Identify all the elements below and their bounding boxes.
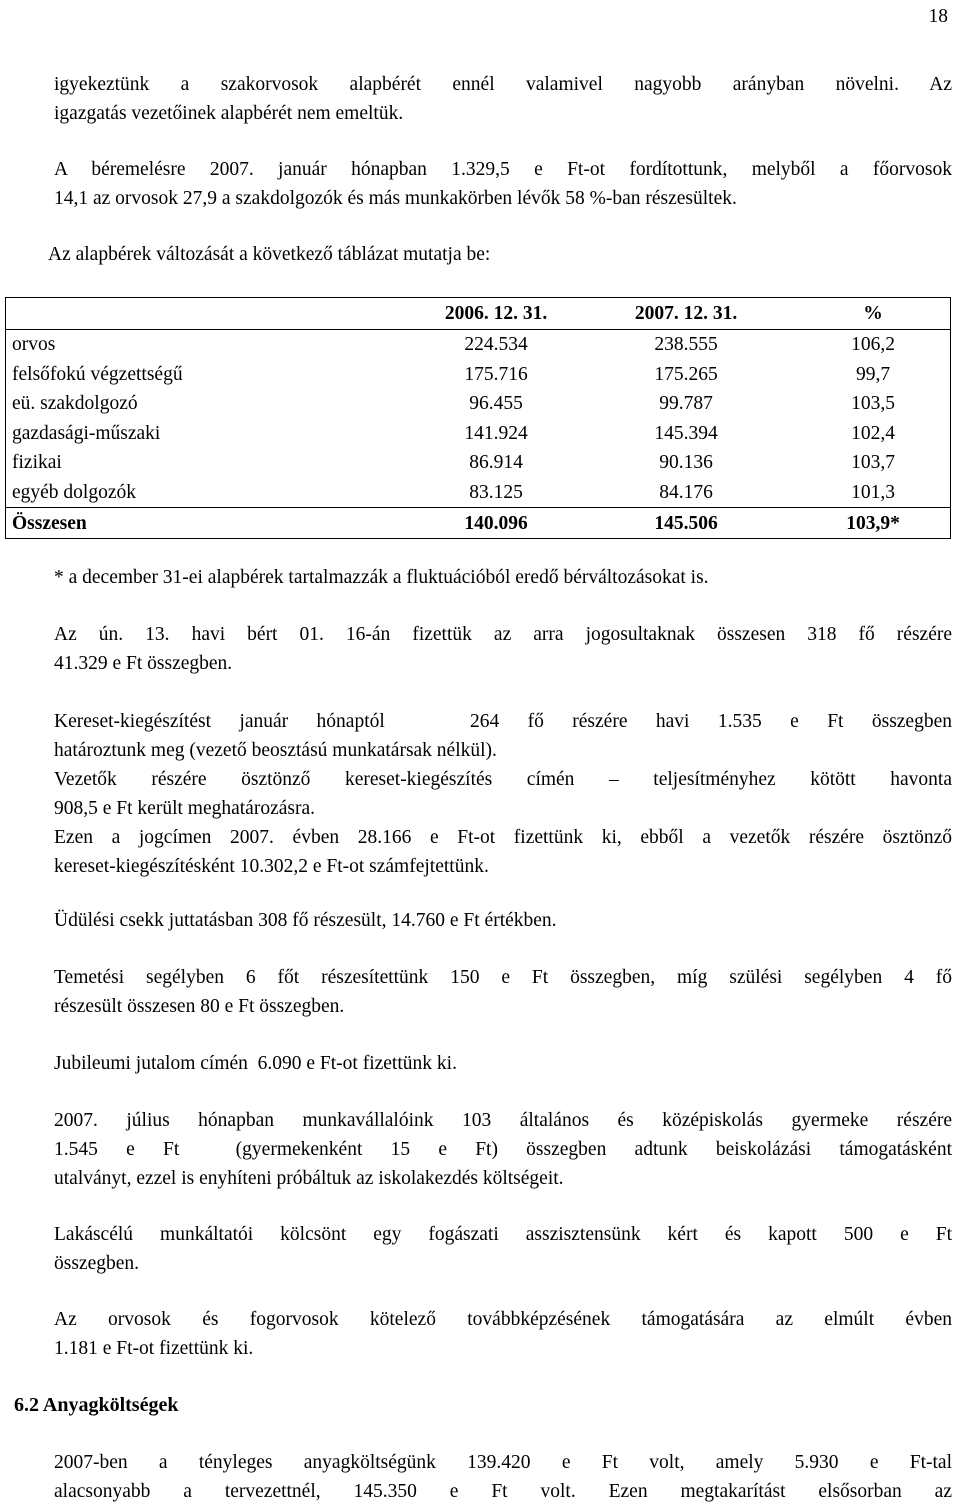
table-row [6, 448, 951, 478]
text-line: Vezetők részére ösztönző kereset-kiegészítés címén – teljesítményhez kötött havonta [54, 769, 952, 790]
cell-percent: 103,5 [796, 389, 951, 419]
row-label: egyéb dolgozók [6, 478, 417, 508]
cell-2006: 83.125 [469, 481, 523, 503]
table-footnote: * a december 31-ei alapbérek tartalmazzák a fluktuációból eredő bérváltozásokat is. [54, 567, 709, 588]
table-row [6, 389, 951, 419]
cell-2007: 145.394 [654, 422, 718, 444]
text-line: 1.545 e Ft (gyermekenként 15 e Ft) összegben adtunk beiskolázási támogatásként [54, 1139, 952, 1160]
header-cell: % [796, 298, 951, 330]
total-2007: 145.506 [576, 508, 796, 539]
row-label: felsőfokú végzettségű [6, 360, 417, 390]
text-line: határoztunk meg (vezető beosztású munkatársak nélkül). [54, 740, 497, 761]
page-number: 18 [928, 6, 948, 27]
aid-paragraph [54, 963, 952, 1021]
section-heading: 6.2 Anyagköltségek [14, 1394, 179, 1416]
cell-percent: 103,7 [796, 448, 951, 478]
header-cell [6, 298, 417, 330]
text-line: A béremelésre 2007. január hónapban 1.329,5 e Ft-ot fordítottunk, melyből a főorvosok [54, 159, 952, 180]
cell-2007: 238.555 [576, 330, 796, 360]
text-line: 1.181 e Ft-ot fizettünk ki. [54, 1338, 254, 1359]
cell-2006: 224.534 [416, 330, 576, 360]
text-line: igazgatás vezetőinek alapbérét nem emeltük. [54, 103, 404, 124]
text-line: 41.329 e Ft összegben. [54, 653, 233, 674]
text-line: összegben. [54, 1253, 140, 1274]
cell-2007: 84.176 [659, 481, 713, 503]
table-intro: Az alapbérek változását a következő táblázat mutatja be: [48, 244, 491, 265]
cell-2007: 90.136 [659, 452, 713, 474]
total-percent: 103,9* [796, 508, 951, 539]
text-line: Ezen a jogcímen 2007. évben 28.166 e Ft-ot fizettünk ki, ebből a vezetők részére ösztönző [54, 827, 952, 848]
loan-paragraph [54, 1220, 952, 1278]
cell-2007: 175.265 [654, 363, 718, 385]
jubilee-paragraph: Jubileumi jutalom címén 6.090 e Ft-ot fizettünk ki. [54, 1053, 457, 1074]
text-line: kereset-kiegészítésként 10.302,2 e Ft-ot számfejtettünk. [54, 856, 489, 877]
cell-percent: 102,4 [796, 419, 951, 449]
training-paragraph [54, 1305, 952, 1363]
row-label: gazdasági-műszaki [6, 419, 417, 449]
cell-percent: 101,3 [796, 478, 951, 508]
text-line: 908,5 e Ft került meghatározásra. [54, 798, 315, 819]
header-cell: 2007. 12. 31. [576, 298, 796, 330]
cell-2006: 175.716 [464, 363, 528, 385]
row-label: eü. szakdolgozó [6, 389, 417, 419]
total-label: Összesen [6, 508, 417, 539]
row-label: fizikai [6, 448, 417, 478]
table-row [6, 419, 951, 449]
table-row [6, 360, 951, 390]
text-line: Temetési segélyben 6 főt részesítettünk 150 e Ft összegben, míg szülési segélyben 4 fő [54, 967, 952, 988]
supplement-paragraph [54, 707, 952, 881]
text-line: Kereset-kiegészítést január hónaptól 264 fő részére havi 1.535 e Ft összegben [54, 711, 952, 732]
cell-2006: 96.455 [469, 393, 523, 415]
cell-2006: 86.914 [469, 452, 523, 474]
text-line: Lakáscélú munkáltatói kölcsönt egy fogászati asszisztensünk kért és kapott 500 e Ft [54, 1224, 952, 1245]
cell-percent: 106,2 [796, 330, 951, 360]
text-line: 14,1 az orvosok 27,9 a szakdolgozók és más munkakörben lévők 58 %-ban részesültek. [54, 188, 737, 209]
table-row [6, 330, 951, 360]
text-line: 2007-ben a tényleges anyagköltségünk 139.420 e Ft volt, amely 5.930 e Ft-tal [54, 1452, 952, 1473]
intro-paragraph [54, 70, 952, 128]
text-line: alacsonyabb a tervezettnél, 145.350 e Ft volt. Ezen megtakarítást elsősorban az [54, 1481, 952, 1502]
cell-2006: 141.924 [464, 422, 528, 444]
text-line: Az orvosok és fogorvosok kötelező továbbképzésének támogatására az elmúlt évben [54, 1309, 952, 1330]
text-line: utalványt, ezzel is enyhíteni próbáltuk az iskolakezdés költségeit. [54, 1168, 564, 1189]
cell-2007: 99.787 [659, 393, 713, 415]
raise-paragraph [54, 155, 952, 213]
text-line: Az ún. 13. havi bért 01. 16-án fizettük az arra jogosultaknak összesen 318 fő részére [54, 624, 952, 645]
text-line: részesült összesen 80 e Ft összegben. [54, 996, 345, 1017]
bonus-13-paragraph [54, 620, 952, 678]
salary-table [5, 297, 951, 539]
table-header-row [6, 298, 951, 330]
row-label: orvos [6, 330, 417, 360]
header-cell: 2006. 12. 31. [416, 298, 576, 330]
text-line: 2007. július hónapban munkavállalóink 103 általános és középiskolás gyermeke részére [54, 1110, 952, 1131]
school-support-paragraph [54, 1106, 952, 1193]
cell-percent: 99,7 [796, 360, 951, 390]
material-cost-paragraph [54, 1448, 952, 1506]
table-total-row [6, 508, 951, 539]
text-line: igyekeztünk a szakorvosok alapbérét ennél valamivel nagyobb arányban növelni. Az [54, 74, 952, 95]
table-row [6, 478, 951, 508]
holiday-paragraph: Üdülési csekk juttatásban 308 fő részesült, 14.760 e Ft értékben. [54, 910, 557, 931]
total-2006: 140.096 [416, 508, 576, 539]
